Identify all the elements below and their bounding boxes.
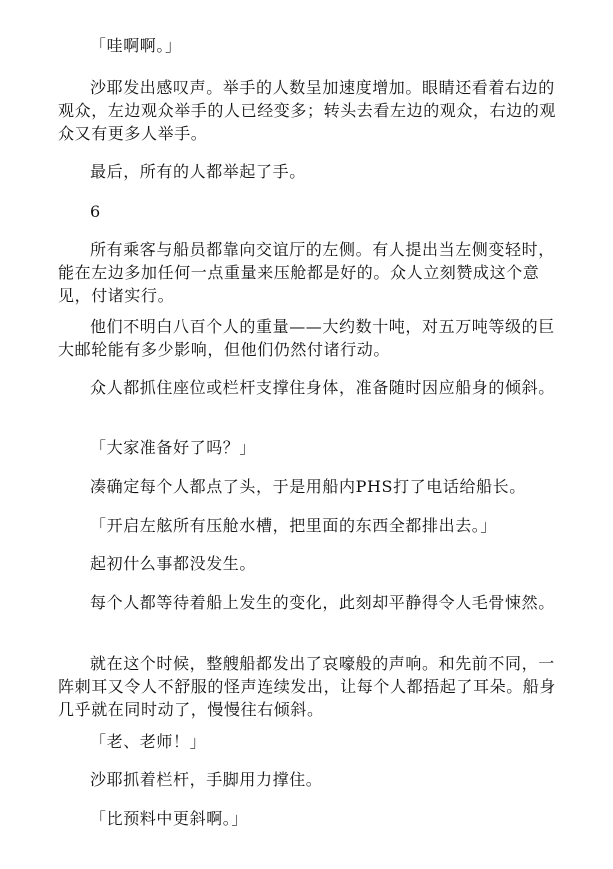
- section-number: 6: [90, 202, 101, 221]
- paragraph: 「开启左舷所有压舱水槽，把里面的东西全都排出去。」: [90, 516, 498, 535]
- paragraph: 所有乘客与船员都靠向交谊厅的左侧。有人提出当左侧变轻时，能在左边多加任何一点重量来压舱都是好的。众人立刻赞成这个意见，付诸实行。: [58, 240, 555, 305]
- paragraph: 就在这个时候，整艘船都发出了哀嚎般的声响。和先前不同，一阵刺耳又令人不舒服的怪声连续发出，让每个人都捂起了耳朵。船身几乎就在同时动了，慢慢往右倾斜。: [58, 654, 557, 719]
- paragraph: 沙耶发出感叹声。举手的人数呈加速度增加。眼睛还看着右边的观众，左边观众举手的人已经变多；转头去看左边的观众，右边的观众又有更多人举手。: [58, 78, 557, 143]
- paragraph: 起初什么事都没发生。: [90, 554, 257, 573]
- paragraph: 每个人都等待着船上发生的变化，此刻却平静得令人毛骨悚然。: [90, 593, 555, 612]
- paragraph: 「大家准备好了吗？」: [90, 438, 257, 457]
- paragraph: 沙耶抓着栏杆，手脚用力撑住。: [90, 770, 323, 789]
- paragraph: 「哇啊啊。」: [90, 36, 182, 55]
- paragraph: 众人都抓住座位或栏杆支撑住身体，准备随时因应船身的倾斜。: [90, 378, 555, 397]
- paragraph: 最后，所有的人都举起了手。: [90, 162, 306, 181]
- paragraph: 「老、老师！」: [90, 732, 207, 751]
- paragraph: 凑确定每个人都点了头，于是用船内PHS打了电话给船长。: [90, 477, 526, 496]
- paragraph: 他们不明白八百个人的重量——大约数十吨，对五万吨等级的巨大邮轮能有多少影响，但他们仍然付诸行动。: [58, 317, 555, 359]
- paragraph: 「比预料中更斜啊。」: [90, 809, 249, 828]
